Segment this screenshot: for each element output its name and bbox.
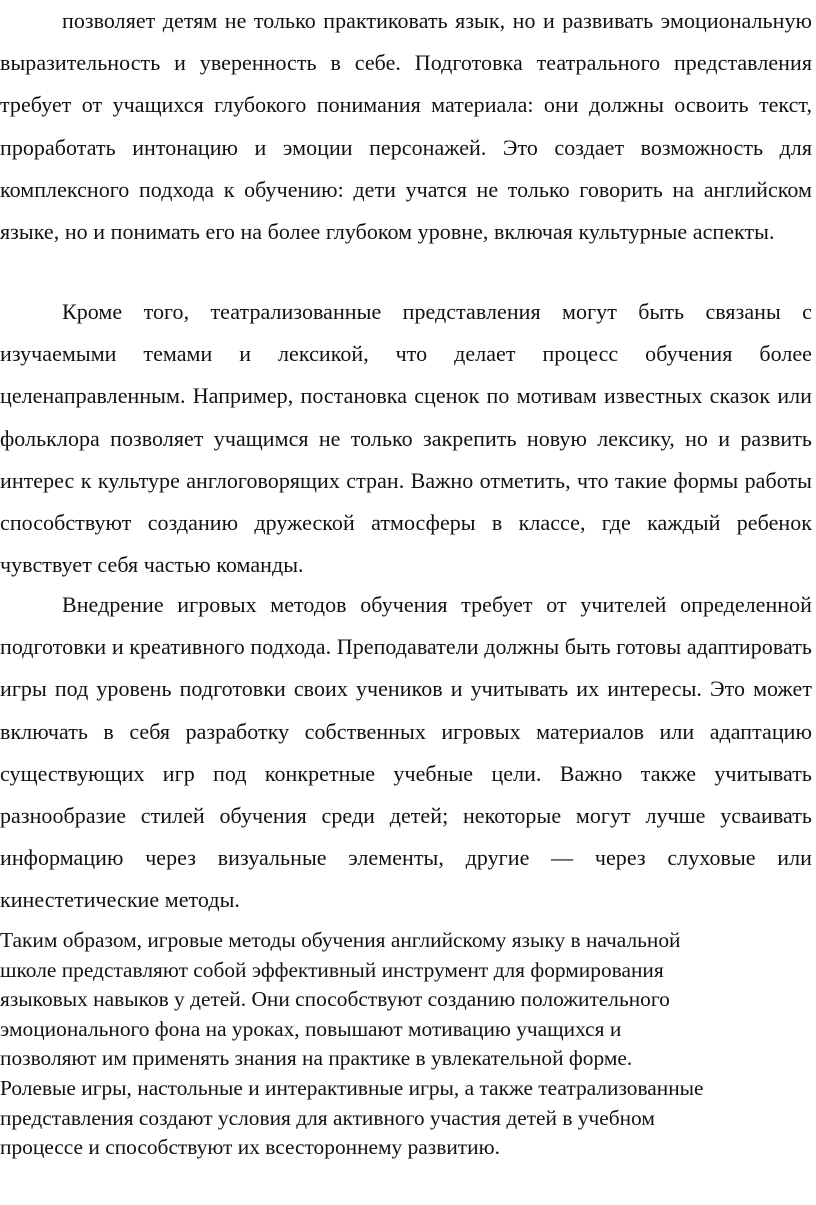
conclusion-line: процессе и способствуют их всестороннему развитию.	[0, 1135, 500, 1160]
conclusion-line: Таким образом, игровые методы обучения английскому языку в начальной	[0, 928, 681, 952]
conclusion-line: представления создают условия для активного участия детей в учебном	[0, 1105, 655, 1130]
conclusion-line: позволяют им применять знания на практике в увлекательной форме.	[0, 1046, 633, 1071]
conclusion-line: языковых навыков у детей. Они способствуют созданию положительного	[0, 987, 670, 1012]
conclusion-line: школе представляют собой эффективный инструмент для формирования	[0, 957, 664, 982]
conclusion-paragraph	[0, 926, 812, 1163]
body-paragraph: Внедрение игровых методов обучения требует от учителей определенной подготовки и креативного подхода. Преподаватели должны быть готовы адаптировать игры под уровень подготовки своих учеников и учитывать их интересы. Это может включать в себя разработку собственных игровых материалов или адаптацию существующих игр под конкретные учебные цели. Важно также учитывать разнообразие стилей обучения среди детей; некоторые могут лучше усваивать информацию через визуальные элементы, другие — через слуховые или кинестетические методы.	[0, 592, 812, 913]
conclusion-line: Ролевые игры, настольные и интерактивные игры, а также театрализованные	[0, 1075, 704, 1100]
conclusion-line: эмоционального фона на уроках, повышают мотивацию учащихся и	[0, 1016, 622, 1041]
body-paragraph: позволяет детям не только практиковать язык, но и развивать эмоциональную выразительность и уверенность в себе. Подготовка театрального представления требует от учащихся глубокого понимания материала: они должны освоить текст, проработать интонацию и эмоции персонажей. Это создает возможность для комплексного подхода к обучению: дети учатся не только говорить на английском языке, но и понимать его на более глубоком уровне, включая культурные аспекты.	[0, 8, 812, 245]
body-paragraph: Кроме того, театрализованные представления могут быть связаны с изучаемыми темами и лексикой, что делает процесс обучения более целенаправленным. Например, постановка сценок по мотивам известных сказок или фольклора позволяет учащимся не только закрепить новую лексику, но и развить интерес к культуре англоговорящих стран. Важно отметить, что такие формы работы способствуют созданию дружеской атмосферы в классе, где каждый ребенок чувствует себя частью команды.	[0, 299, 812, 578]
